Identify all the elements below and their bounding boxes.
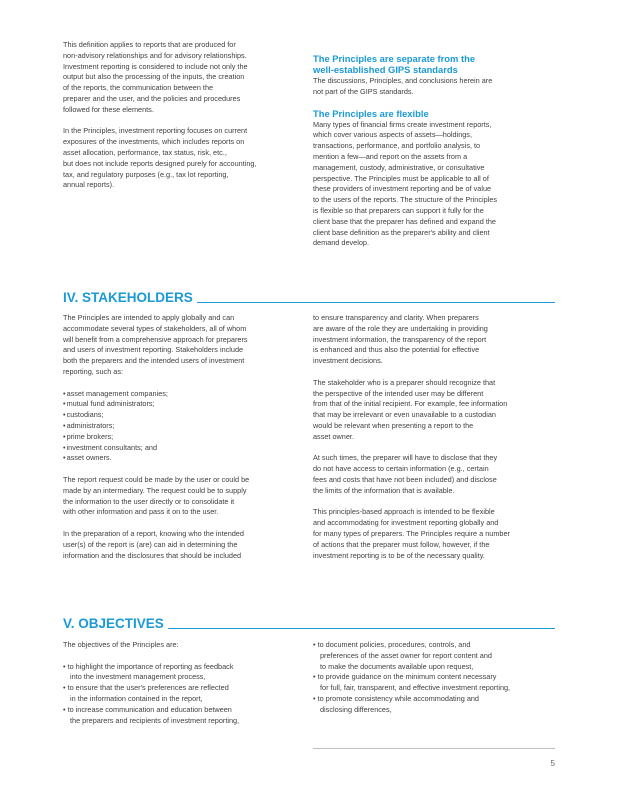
text-line: output but also the processing of the inputs, the creation xyxy=(63,72,245,82)
list-item: • asset owners. xyxy=(63,453,305,464)
text-line: will benefit from a comprehensive approach for preparers xyxy=(63,334,248,344)
text-line: annual reports). xyxy=(63,180,115,190)
objectives-list-left xyxy=(63,662,305,727)
list-item: • administrators; xyxy=(63,421,305,432)
text-line: demand develop. xyxy=(313,238,369,248)
text-line: At such times, the preparer will have to disclose that they xyxy=(313,453,498,463)
text-line: exposures of the investments, which includes reports on xyxy=(63,137,245,147)
stakeholders-intro-paragraph xyxy=(63,313,305,378)
preparation-paragraph xyxy=(63,529,305,561)
report-request-paragraph xyxy=(63,475,305,518)
text-line: perspective. The Principles must be applicable to all of xyxy=(313,173,489,183)
text-line: the information to the user directly or to consolidate it xyxy=(63,496,235,506)
text-line: of actions that the preparer must follow, however, if the xyxy=(313,539,490,549)
text-line: user(s) of the report is (are) can aid in determining the xyxy=(63,539,238,549)
list-item: • to provide guidance on the minimum content necessary for full, fair, transparent, and effective investment reporting, xyxy=(313,672,555,694)
definition-paragraph xyxy=(63,40,305,116)
text-line: of the reports, the communication between the xyxy=(63,83,214,93)
text-line: asset allocation, performance, tax status, risk, etc., xyxy=(63,147,227,157)
text-line: information and the disclosures that should be included xyxy=(63,550,242,560)
text-line: and users of investment reporting. Stakeholders include xyxy=(63,345,244,355)
subheading-line: well-established GIPS standards xyxy=(313,64,458,75)
text-line: from that of the initial recipient. For example, fee information xyxy=(313,399,508,409)
text-line: to the users of the reports. The structure of the Principles xyxy=(313,195,498,205)
list-item: • investment consultants; and xyxy=(63,443,305,454)
objectives-section-header xyxy=(63,617,555,631)
text-line: client base that the preparer has defined and expand the xyxy=(313,216,496,226)
text-line: for many types of preparers. The Principles require a number xyxy=(313,528,510,538)
text-line: investment reporting is to be of the necessary quality. xyxy=(313,550,485,560)
text-line: Investment reporting is considered to include not only the xyxy=(63,61,248,71)
text-line: transactions, performance, and portfolio analysis, to xyxy=(313,141,481,151)
text-line: This principles-based approach is intended to be flexible xyxy=(313,507,495,517)
text-line: made by an intermediary. The request could be to supply xyxy=(63,485,247,495)
list-item: • to ensure that the user's preferences are reflected in the information contained in the report, xyxy=(63,683,305,705)
gips-heading xyxy=(313,53,555,75)
list-item: • asset management companies; xyxy=(63,389,305,400)
text-line: to ensure transparency and clarity. When preparers xyxy=(313,313,479,322)
section-title: IV. STAKEHOLDERS xyxy=(63,290,193,305)
stakeholders-left-column xyxy=(63,313,305,561)
objectives-right-column xyxy=(313,640,555,716)
focus-paragraph xyxy=(63,126,305,191)
perspective-paragraph xyxy=(313,378,555,443)
text-line: preparer and the user, and the policies and procedures xyxy=(63,93,241,103)
text-line: both the preparers and the intended users of investment xyxy=(63,356,245,366)
text-line: not part of the GIPS standards. xyxy=(313,86,414,96)
objectives-list-right xyxy=(313,640,555,716)
text-line: the limits of the information that is available. xyxy=(313,485,455,495)
text-line: and accommodating for investment reporting globally and xyxy=(313,518,499,528)
text-line: In the Principles, investment reporting focuses on current xyxy=(63,126,248,136)
text-line: followed for these elements. xyxy=(63,104,154,114)
text-line: would be relevant when presenting a report to the xyxy=(313,420,474,430)
text-line: reporting, such as: xyxy=(63,366,124,376)
top-right-column xyxy=(313,53,555,249)
approach-paragraph xyxy=(313,507,555,561)
text-line: fees and costs that have not been included) and disclose xyxy=(313,474,497,484)
text-line: investment decisions. xyxy=(313,356,383,366)
list-item: • mutual fund administrators; xyxy=(63,399,305,410)
text-line: the perspective of the intended user may be different xyxy=(313,388,484,398)
list-item: • to highlight the importance of reporting as feedback into the investment management process, xyxy=(63,662,305,684)
text-line: tax, and regulatory purposes (e.g., tax lot reporting, xyxy=(63,169,229,179)
text-line: do not have access to certain information (e.g., certain xyxy=(313,464,489,474)
text-line: are aware of the role they are undertaking in providing xyxy=(313,323,488,333)
text-line: accommodate several types of stakeholders, all of whom xyxy=(63,323,247,333)
objectives-intro: The objectives of the Principles are: xyxy=(63,640,179,649)
text-line: This definition applies to reports that are produced for xyxy=(63,40,236,49)
section-rule xyxy=(197,302,555,303)
text-line: asset owner. xyxy=(313,431,354,441)
text-line: is enhanced and thus also the potential for effective xyxy=(313,345,480,355)
transparency-paragraph xyxy=(313,313,555,367)
text-line: The stakeholder who is a preparer should recognize that xyxy=(313,377,496,387)
list-item: • to increase communication and education between the preparers and recipients of investment reporting, xyxy=(63,705,305,727)
text-line: The Principles are intended to apply globally and can xyxy=(63,313,235,322)
top-left-column xyxy=(63,40,305,191)
stakeholder-list xyxy=(63,389,305,465)
flexible-paragraph xyxy=(313,120,555,250)
text-line: is flexible so that preparers can support it fully for the xyxy=(313,205,484,215)
text-line: non-advisory relationships and for advisory relationships. xyxy=(63,50,247,60)
page-number: 5 xyxy=(550,759,555,768)
text-line: client base definition as the preparer's ability and client xyxy=(313,227,490,237)
text-line: investment information, the transparency of the report xyxy=(313,334,487,344)
disclosure-paragraph xyxy=(313,453,555,496)
list-item: • to document policies, procedures, controls, and preferences of the asset owner for report content and to make the documents available upon request, xyxy=(313,640,555,672)
objectives-left-column xyxy=(63,640,305,726)
gips-paragraph xyxy=(313,76,555,98)
text-line: but does not include reports designed purely for accounting, xyxy=(63,158,257,168)
section-title: V. OBJECTIVES xyxy=(63,616,164,631)
text-line: that may be irrelevant or even unavailable to a custodian xyxy=(313,410,496,420)
text-line: these providers of investment reporting and be of value xyxy=(313,184,492,194)
text-line: mention a few—and report on the assets from a xyxy=(313,151,468,161)
list-item: • prime brokers; xyxy=(63,432,305,443)
text-line: The report request could be made by the user or could be xyxy=(63,474,250,484)
subheading-line: The Principles are separate from the xyxy=(313,53,476,64)
stakeholders-right-column xyxy=(313,313,555,561)
flexible-heading: The Principles are flexible xyxy=(313,107,429,119)
footer-rule xyxy=(313,748,555,749)
text-line: The discussions, Principles, and conclusions herein are xyxy=(313,76,493,85)
stakeholders-section-header xyxy=(63,291,555,305)
text-line: management, custody, administrative, or consultative xyxy=(313,162,485,172)
list-item: • custodians; xyxy=(63,410,305,421)
text-line: In the preparation of a report, knowing who the intended xyxy=(63,528,244,538)
section-rule xyxy=(168,628,555,629)
text-line: which cover various aspects of assets—holdings, xyxy=(313,130,472,140)
text-line: Many types of financial firms create investment reports, xyxy=(313,119,492,129)
list-item: • to promote consistency while accommodating and disclosing differences, xyxy=(313,694,555,716)
text-line: with other information and pass it on to the user. xyxy=(63,507,219,517)
